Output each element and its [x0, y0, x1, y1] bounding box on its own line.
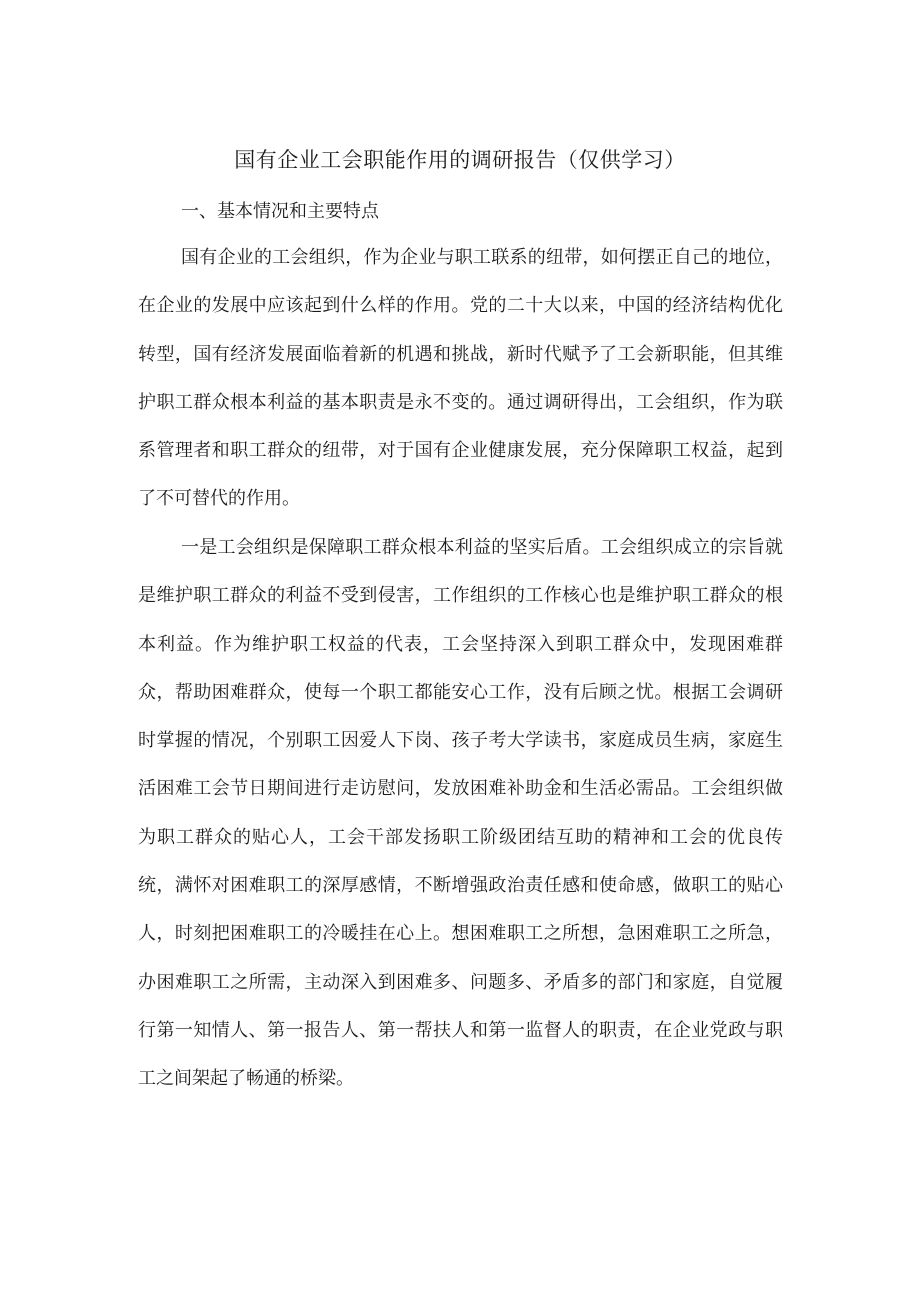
document-title: 国有企业工会职能作用的调研报告（仅供学习）: [234, 148, 686, 172]
body-paragraph: 一是工会组织是保障职工群众根本利益的坚实后盾。工会组织成立的宗旨就是维护职工群众的利益不受到侵害，工作组织的工作核心也是维护职工群众的根本利益。作为维护职工权益的代表，工会坚持深入到职工群众中，发现困难群众，帮助困难群众，使每一个职工都能安心工作，没有后顾之忧。根据工会调研时掌握的情况，个别职工因爱人下岗、孩子考大学读书，家庭成员生病，家庭生活困难工会节日期间进行走访慰问，发放困难补助金和生活必需品。工会组织做为职工群众的贴心人，工会干部发扬职工阶级团结互助的精神和工会的优良传统，满怀对困难职工的深厚感情，不断增强政治责任感和使命感，做职工的贴心人，时刻把困难职工的冷暖挂在心上。想困难职工之所想，急困难职工之所急，办困难职工之所需，主动深入到困难多、问题多、矛盾多的部门和家庭，自觉履行第一知情人、第一报告人、第一帮扶人和第一监督人的职责，在企业党政与职工之间架起了畅通的桥梁。: [138, 537, 783, 1090]
section-heading: 一、基本情况和主要特点: [181, 201, 379, 222]
body-paragraph: 国有企业的工会组织，作为企业与职工联系的纽带，如何摆正自己的地位，在企业的发展中应该起到什么样的作用。党的二十大以来，中国的经济结构优化转型，国有经济发展面临着新的机遇和挑战，新时代赋予了工会新职能，但其维护职工群众根本利益的基本职责是永不变的。通过调研得出，工会组织，作为联系管理者和职工群众的纽带，对于国有企业健康发展，充分保障职工权益，起到了不可替代的作用。: [138, 247, 783, 510]
